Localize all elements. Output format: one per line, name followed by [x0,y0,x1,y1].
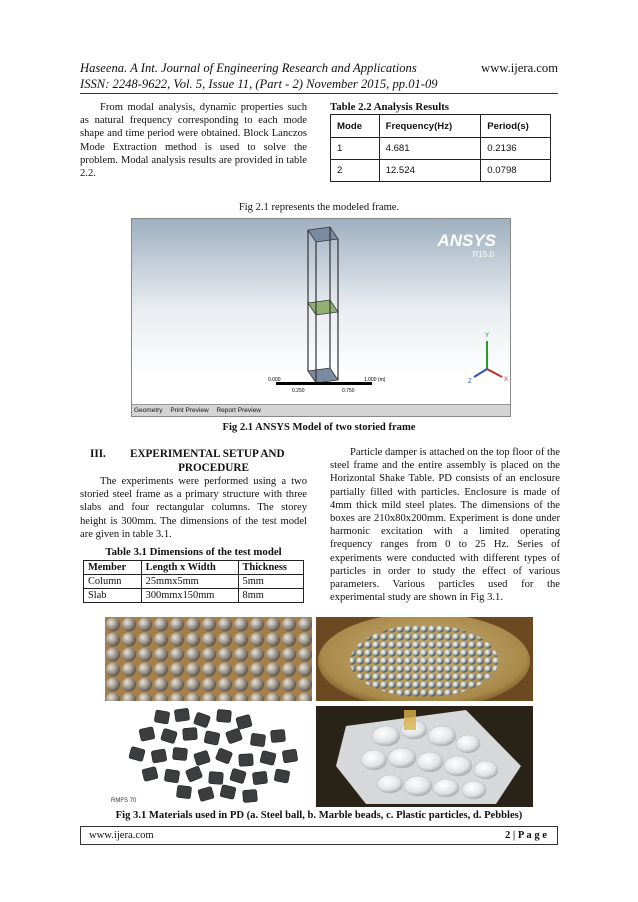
table-cell: Slab [84,589,142,603]
fig31-caption: Fig 3.1 Materials used in PD (a. Steel ball, b. Marble beads, c. Plastic particles, d. Pebbles) [115,810,523,821]
table-row [331,160,551,182]
test-model-dimensions-table [83,560,304,603]
scale-label: 0.750 [342,388,355,394]
header-rule [80,93,558,94]
header-cell: Member [84,561,142,575]
table-cell: 2 [331,160,380,182]
table-cell: 4.681 [379,138,481,160]
x-axis-arrow [487,369,502,377]
plastic-particles-image [105,706,312,807]
section-title-line2: PROCEDURE [178,462,249,474]
analysis-results-table [330,114,551,182]
marble-beads-image [316,617,533,701]
header-cell: Period(s) [481,115,551,138]
header-journal: Haseena. A Int. Journal of Engineering Research and Applications [80,61,417,75]
z-axis-arrow [474,369,487,377]
fig21-intro: Fig 2.1 represents the modeled frame. [238,202,400,213]
steel-ball-photo [105,617,312,701]
marble-beads-photo [316,617,533,701]
ansys-tab-bar [132,404,510,416]
pebbles-photo [316,706,533,807]
table-header-row [331,115,551,138]
table-cell: 25mmx5mm [141,575,238,589]
tab-report-preview[interactable]: Report Preview [216,407,261,414]
section3-paragraph: The experiments were performed using a two storied steel frame as a primary structure with three slabs and four rectangular columns. The storey height is 300mm. The dimensions of the test model are given in table 3.1. [80,476,307,540]
table-cell: 8mm [238,589,304,603]
ansys-logo: ANSYS [437,231,496,250]
table-row [84,575,304,589]
table-cell: 12.524 [379,160,481,182]
table31-caption: Table 3.1 Dimensions of the test model [105,546,282,558]
plastic-particles-photo [105,706,312,807]
photo-label: RMFS 70 [111,798,137,804]
axis-label: Z [468,379,472,385]
frame-model-drawing [132,219,511,417]
scale-bar [276,382,372,385]
section-title-line1 [80,447,307,461]
table-cell: 0.0798 [481,160,551,182]
scale-label: 1.000 (m) [364,377,386,383]
table-row [84,589,304,603]
table22-caption: Table 2.2 Analysis Results [330,101,449,113]
footer-url[interactable]: www.ijera.com [89,830,154,841]
header-issn: ISSN: 2248-9622, Vol. 5, Issue 11, (Part - 2) November 2015, pp.01-09 [80,77,438,91]
section-title: EXPERIMENTAL SETUP AND [130,448,285,460]
right-paragraph: Particle damper is attached on the top floor of the steel frame and the entire assembly is placed on the Horizontal Shake Table. PD consists of an enclosure partially filled with particles. Enclosure is made of 4mm thick mild steel plates. The dimensions of the boxes are 210x80x200mm. Experiment is done under harmonic excitation with a limited operating frequency ranges from 0 to 25 Hz. Series of experiments were conducted with different types of particles in order to study the effect of various parameters. Various particles used for the experimental study are shown in Fig 3.1. [330,447,560,604]
tab-print-preview[interactable]: Print Preview [170,407,209,414]
scale-label: 0.000 [268,377,281,383]
running-header [80,60,558,92]
intro-paragraph: From modal analysis, dynamic properties such as natural frequency corresponding to each mode shape and time period were obtained. Block Lanczos Mode Extraction method is used to solve the problem. Modal analysis results are provided in table 2.2. [80,102,307,180]
axis-label: X [504,377,509,383]
table-cell: 1 [331,138,380,160]
header-cell: Length x Width [141,561,238,575]
section-number: III. [90,448,106,460]
materials-photo-grid [105,617,533,807]
table-row [331,138,551,160]
section-heading [80,447,307,475]
steel-balls-image [105,617,312,701]
header-cell: Frequency(Hz) [379,115,481,138]
pebbles-image [316,706,533,807]
table-cell: 0.2136 [481,138,551,160]
header-cell: Mode [331,115,380,138]
table-cell: 5mm [238,575,304,589]
bottom-slab [308,368,338,383]
table-header-row [84,561,304,575]
top-slab [308,227,338,242]
scale-label: 0.250 [292,388,305,394]
fig21-caption: Fig 2.1 ANSYS Model of two storied frame [222,422,416,433]
header-cell: Thickness [238,561,304,575]
ansys-version: R15.0 [472,250,494,259]
ansys-model-figure [131,218,511,417]
middle-slab [308,300,338,315]
header-url[interactable]: www.ijera.com [481,61,558,75]
table-cell: 300mmx150mm [141,589,238,603]
page-footer [80,826,558,845]
tab-geometry[interactable]: Geometry [134,407,163,414]
table-cell: Column [84,575,142,589]
page-number: 2 | P a g e [504,830,547,841]
axis-label: Y [485,333,490,339]
